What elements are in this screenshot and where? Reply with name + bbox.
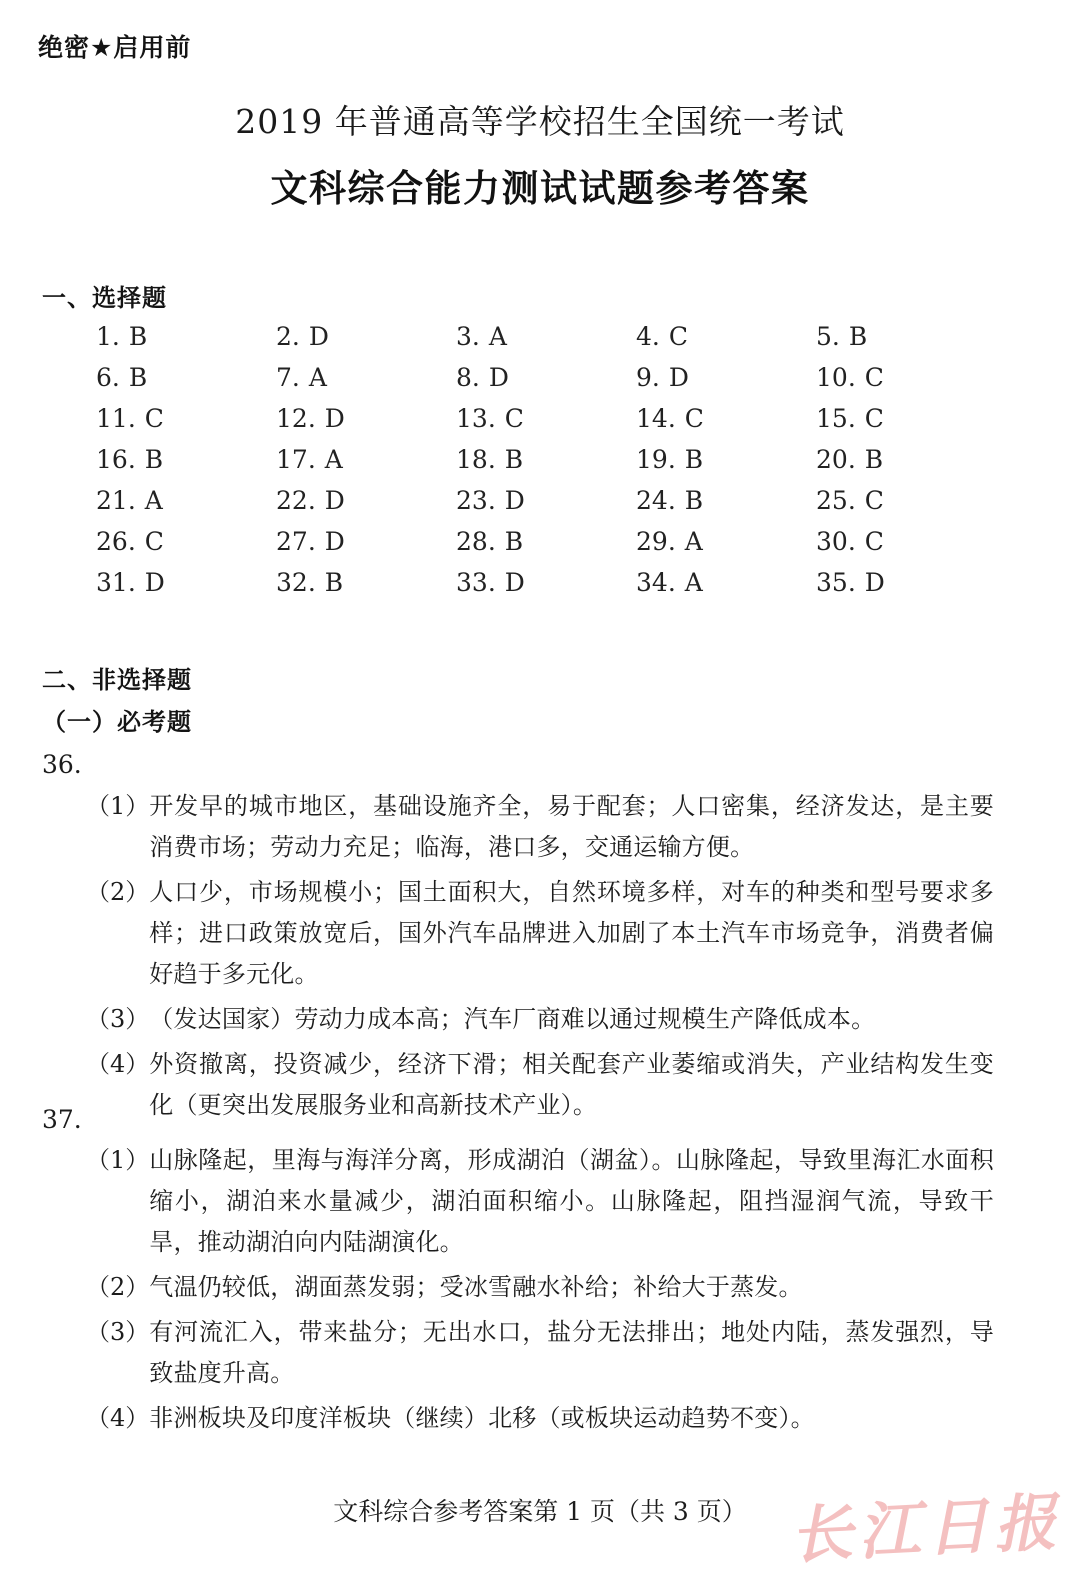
answer-number: 13 xyxy=(456,404,488,433)
answer-dot: . xyxy=(487,404,496,433)
answer-number: 15 xyxy=(816,404,848,433)
answer-dot: . xyxy=(487,445,496,474)
answer-cell xyxy=(636,568,816,597)
answer-dot: . xyxy=(487,568,496,597)
answer-cell xyxy=(456,527,636,556)
answer-option: C xyxy=(144,527,164,556)
answer-cell xyxy=(96,322,276,351)
answer-option: B xyxy=(684,445,704,474)
answer-number: 29 xyxy=(636,527,668,556)
publisher-watermark: 长江日报 xyxy=(788,1485,1064,1573)
answer-option: D xyxy=(144,568,165,597)
answer-item-label: （3） xyxy=(86,1005,150,1033)
answer-number: 3 xyxy=(456,322,472,351)
answer-number: 32 xyxy=(276,568,308,597)
answer-option: A xyxy=(684,568,703,597)
answer-cell xyxy=(276,568,456,597)
answer-option: A xyxy=(308,363,327,392)
answer-cell xyxy=(276,322,456,351)
answer-item-label: （1） xyxy=(86,1146,150,1174)
answer-cell xyxy=(456,568,636,597)
answer-dot: . xyxy=(847,445,856,474)
section-heading-multiple-choice: 一、选择题 xyxy=(42,284,167,312)
answer-number: 10 xyxy=(816,363,848,392)
multiple-choice-answer-grid xyxy=(96,322,996,609)
answer-item-label: （4） xyxy=(86,1050,150,1078)
answer-option: B xyxy=(144,445,164,474)
answer-cell xyxy=(816,363,996,392)
answer-number: 23 xyxy=(456,486,488,515)
answer-number: 8 xyxy=(456,363,472,392)
answer-item xyxy=(86,786,994,868)
answer-option: C xyxy=(864,527,884,556)
answer-dot: . xyxy=(847,404,856,433)
answer-cell xyxy=(636,363,816,392)
answer-number: 31 xyxy=(96,568,128,597)
answer-dot: . xyxy=(307,486,316,515)
answer-number: 28 xyxy=(456,527,488,556)
answer-number: 6 xyxy=(96,363,112,392)
answer-cell xyxy=(816,404,996,433)
answer-item xyxy=(86,872,994,995)
section-heading-non-multiple-choice: 二、非选择题 xyxy=(42,666,192,694)
answer-option: A xyxy=(324,445,343,474)
answer-dot: . xyxy=(667,568,676,597)
answer-cell xyxy=(96,363,276,392)
answer-row xyxy=(96,445,996,486)
page-footer: 文科综合参考答案第 1 页（共 3 页） xyxy=(333,1497,747,1526)
answer-option: B xyxy=(684,486,704,515)
answer-item-label: （3） xyxy=(86,1318,150,1346)
answer-option: D xyxy=(668,363,689,392)
answer-cell xyxy=(456,486,636,515)
answer-option: C xyxy=(864,363,884,392)
answer-option: D xyxy=(324,527,345,556)
question-number-36: 36. xyxy=(42,750,82,779)
answer-number: 27 xyxy=(276,527,308,556)
answer-dot: . xyxy=(487,486,496,515)
answer-cell xyxy=(816,322,996,351)
question-body-36 xyxy=(86,786,994,1130)
answer-option: A xyxy=(684,527,703,556)
answer-number: 12 xyxy=(276,404,308,433)
answer-option: D xyxy=(324,404,345,433)
answer-dot: . xyxy=(291,322,300,351)
answer-cell xyxy=(456,404,636,433)
answer-item-label: （1） xyxy=(86,792,150,820)
answer-dot: . xyxy=(667,404,676,433)
answer-option: C xyxy=(504,404,524,433)
answer-option: C xyxy=(144,404,164,433)
answer-cell xyxy=(96,404,276,433)
answer-dot: . xyxy=(651,363,660,392)
answer-dot: . xyxy=(307,568,316,597)
answer-number: 18 xyxy=(456,445,488,474)
answer-dot: . xyxy=(471,363,480,392)
answer-number: 24 xyxy=(636,486,668,515)
answer-number: 17 xyxy=(276,445,308,474)
answer-option: D xyxy=(308,322,329,351)
answer-dot: . xyxy=(111,322,120,351)
answer-option: C xyxy=(684,404,704,433)
answer-number: 25 xyxy=(816,486,848,515)
answer-item-text: 开发早的城市地区，基础设施齐全，易于配套；人口密集，经济发达，是主要消费市场；劳动力充足；临海，港口多，交通运输方便。 xyxy=(149,792,994,861)
answer-number: 9 xyxy=(636,363,652,392)
answer-item-text: 人口少，市场规模小；国土面积大，自然环境多样，对车的种类和型号要求多样；进口政策放宽后，国外汽车品牌进入加剧了本土汽车市场竞争，消费者偏好趋于多元化。 xyxy=(149,878,994,988)
answer-item xyxy=(86,1312,994,1394)
answer-option: C xyxy=(864,486,884,515)
answer-number: 7 xyxy=(276,363,292,392)
answer-item xyxy=(86,1140,994,1263)
answer-option: D xyxy=(864,568,885,597)
answer-number: 11 xyxy=(96,404,128,433)
answer-item-label: （4） xyxy=(86,1404,150,1432)
answer-item-label: （2） xyxy=(86,1273,150,1301)
answer-row xyxy=(96,486,996,527)
answer-dot: . xyxy=(471,322,480,351)
answer-cell xyxy=(456,445,636,474)
answer-cell xyxy=(636,445,816,474)
answer-dot: . xyxy=(847,568,856,597)
answer-number: 35 xyxy=(816,568,848,597)
answer-row xyxy=(96,568,996,609)
answer-number: 20 xyxy=(816,445,848,474)
answer-dot: . xyxy=(667,445,676,474)
answer-item-text: 有河流汇入，带来盐分；无出水口，盐分无法排出；地处内陆，蒸发强烈，导致盐度升高。 xyxy=(149,1318,994,1387)
answer-item xyxy=(86,1044,994,1126)
answer-dot: . xyxy=(847,363,856,392)
answer-option: D xyxy=(324,486,345,515)
page-title-line1: 2019 年普通高等学校招生全国统一考试 xyxy=(235,102,845,141)
answer-option: A xyxy=(144,486,163,515)
answer-dot: . xyxy=(111,363,120,392)
answer-dot: . xyxy=(667,486,676,515)
answer-number: 1 xyxy=(96,322,112,351)
answer-option: B xyxy=(864,445,884,474)
section-heading-required-questions: （一）必考题 xyxy=(42,708,192,736)
answer-cell xyxy=(816,568,996,597)
answer-dot: . xyxy=(487,527,496,556)
answer-option: C xyxy=(668,322,688,351)
answer-cell xyxy=(816,486,996,515)
answer-dot: . xyxy=(307,527,316,556)
answer-item-text: 气温仍较低，湖面蒸发弱；受冰雪融水补给；补给大于蒸发。 xyxy=(149,1273,803,1301)
answer-cell xyxy=(456,322,636,351)
answer-option: B xyxy=(128,363,148,392)
answer-dot: . xyxy=(127,527,136,556)
answer-cell xyxy=(276,527,456,556)
answer-option: D xyxy=(488,363,509,392)
answer-option: D xyxy=(504,486,525,515)
answer-number: 16 xyxy=(96,445,128,474)
answer-dot: . xyxy=(307,445,316,474)
answer-cell xyxy=(96,527,276,556)
answer-item xyxy=(86,999,994,1040)
answer-option: B xyxy=(128,322,148,351)
answer-option: B xyxy=(324,568,344,597)
answer-cell xyxy=(636,486,816,515)
answer-option: A xyxy=(488,322,507,351)
answer-item xyxy=(86,1267,994,1308)
answer-number: 4 xyxy=(636,322,652,351)
answer-row xyxy=(96,322,996,363)
answer-cell xyxy=(636,322,816,351)
answer-row xyxy=(96,527,996,568)
answer-option: D xyxy=(504,568,525,597)
answer-item-text: 非洲板块及印度洋板块（继续）北移（或板块运动趋势不变）。 xyxy=(149,1404,815,1432)
answer-row xyxy=(96,404,996,445)
answer-number: 22 xyxy=(276,486,308,515)
answer-dot: . xyxy=(127,568,136,597)
answer-number: 26 xyxy=(96,527,128,556)
answer-item-text: 外资撤离，投资减少，经济下滑；相关配套产业萎缩或消失，产业结构发生变化（更突出发展服务业和高新技术产业）。 xyxy=(149,1050,994,1119)
answer-dot: . xyxy=(847,486,856,515)
answer-number: 21 xyxy=(96,486,128,515)
answer-dot: . xyxy=(127,445,136,474)
answer-dot: . xyxy=(127,486,136,515)
answer-item-text: 山脉隆起，里海与海洋分离，形成湖泊（湖盆）。山脉隆起，导致里海汇水面积缩小，湖泊来水量减少，湖泊面积缩小。山脉隆起，阻挡湿润气流，导致干旱，推动湖泊向内陆湖演化。 xyxy=(149,1146,994,1256)
page-title-line2: 文科综合能力测试试题参考答案 xyxy=(270,167,810,210)
answer-cell xyxy=(636,404,816,433)
question-body-37 xyxy=(86,1140,994,1443)
answer-item xyxy=(86,1398,994,1439)
answer-number: 19 xyxy=(636,445,668,474)
answer-cell xyxy=(96,486,276,515)
answer-number: 2 xyxy=(276,322,292,351)
answer-option: C xyxy=(864,404,884,433)
answer-dot: . xyxy=(847,527,856,556)
answer-row xyxy=(96,363,996,404)
answer-dot: . xyxy=(291,363,300,392)
answer-cell xyxy=(276,363,456,392)
answer-cell xyxy=(276,445,456,474)
answer-item-label: （2） xyxy=(86,878,150,906)
answer-cell xyxy=(816,527,996,556)
answer-cell xyxy=(636,527,816,556)
answer-option: B xyxy=(848,322,868,351)
answer-cell xyxy=(276,404,456,433)
answer-number: 5 xyxy=(816,322,832,351)
answer-dot: . xyxy=(667,527,676,556)
answer-cell xyxy=(276,486,456,515)
answer-number: 30 xyxy=(816,527,848,556)
answer-number: 33 xyxy=(456,568,488,597)
answer-number: 34 xyxy=(636,568,668,597)
answer-dot: . xyxy=(127,404,136,433)
answer-cell xyxy=(816,445,996,474)
answer-dot: . xyxy=(831,322,840,351)
answer-cell xyxy=(96,445,276,474)
answer-dot: . xyxy=(307,404,316,433)
answer-cell xyxy=(456,363,636,392)
answer-option: B xyxy=(504,445,524,474)
confidential-mark: 绝密★启用前 xyxy=(38,33,192,62)
answer-cell xyxy=(96,568,276,597)
answer-dot: . xyxy=(651,322,660,351)
answer-option: B xyxy=(504,527,524,556)
question-number-37: 37. xyxy=(42,1105,82,1134)
answer-item-text: （发达国家）劳动力成本高；汽车厂商难以通过规模生产降低成本。 xyxy=(149,1005,876,1033)
answer-number: 14 xyxy=(636,404,668,433)
